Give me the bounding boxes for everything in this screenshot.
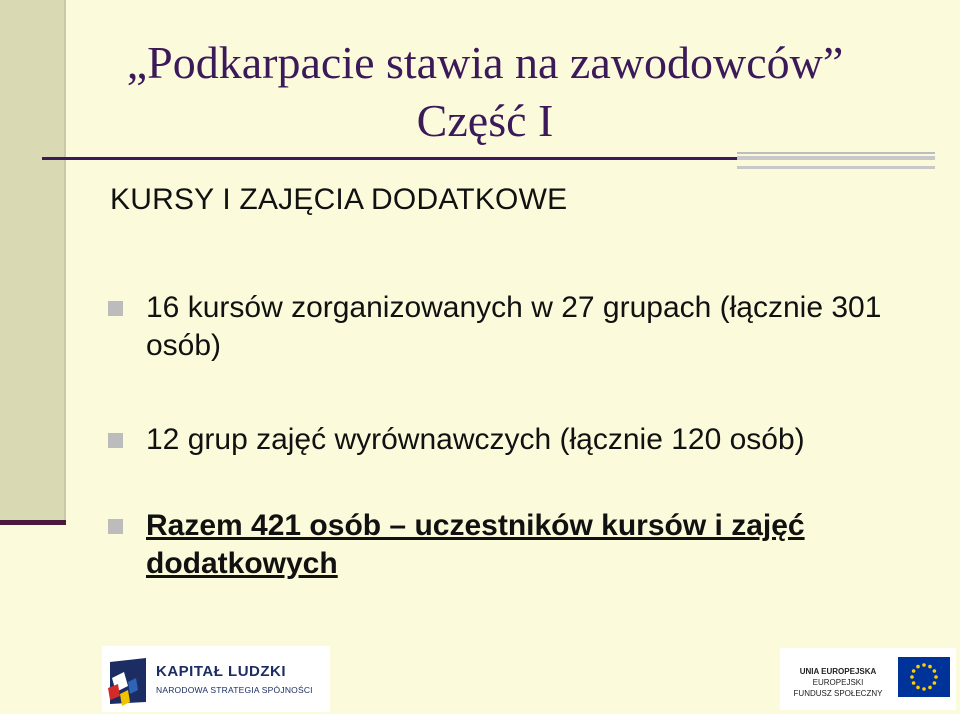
section-heading: KURSY I ZAJĘCIA DODATKOWE (110, 183, 568, 216)
slide-title-line1: „Podkarpacie stawia na zawodowców” (126, 37, 844, 88)
title-divider-accent (737, 152, 935, 174)
eu-flag-icon (898, 657, 950, 697)
eu-star-icon (928, 665, 932, 669)
eu-star-icon (910, 675, 914, 679)
eu-star-icon (912, 681, 916, 685)
square-bullet-icon (108, 519, 123, 534)
eu-star-icon (928, 686, 932, 690)
eu-star-icon (912, 669, 916, 673)
eu-logo-line3: FUNDUSZ SPOŁECZNY (793, 689, 883, 698)
kapital-ludzki-title: KAPITAŁ LUDZKI (156, 663, 287, 680)
eu-star-icon (933, 681, 937, 685)
eu-logo-line1: UNIA EUROPEJSKA (799, 667, 877, 676)
bullet-item (108, 421, 888, 459)
kapital-ludzki-logo (102, 646, 330, 712)
eu-logo-line2: EUROPEJSKI (812, 678, 864, 687)
eu-logo (780, 648, 956, 710)
kapital-ludzki-subtitle: NARODOWA STRATEGIA SPÓJNOŚCI (156, 685, 313, 695)
slide-title (40, 34, 930, 150)
eu-star-icon (922, 687, 926, 691)
left-accent-bar-foot (0, 520, 66, 525)
eu-star-icon (916, 665, 920, 669)
eu-logo-text (788, 666, 888, 699)
kapital-ludzki-emblem-icon (106, 652, 148, 708)
eu-star-icon (916, 686, 920, 690)
eu-star-icon (922, 663, 926, 667)
bullet-list (108, 289, 888, 583)
bullet-text: Razem 421 osób – uczestników kursów i zajęć dodatkowych (146, 509, 805, 580)
square-bullet-icon (108, 301, 123, 316)
bullet-text: 12 grup zajęć wyrównawczych (łącznie 120 osób) (146, 423, 805, 456)
slide-title-line2: Część I (416, 95, 554, 146)
eu-star-icon (933, 669, 937, 673)
bullet-item-summary (108, 507, 888, 583)
square-bullet-icon (108, 433, 123, 448)
bullet-text: 16 kursów zorganizowanych w 27 grupach (łącznie 301 osób) (146, 291, 882, 362)
bullet-item (108, 289, 888, 365)
eu-star-icon (934, 675, 938, 679)
